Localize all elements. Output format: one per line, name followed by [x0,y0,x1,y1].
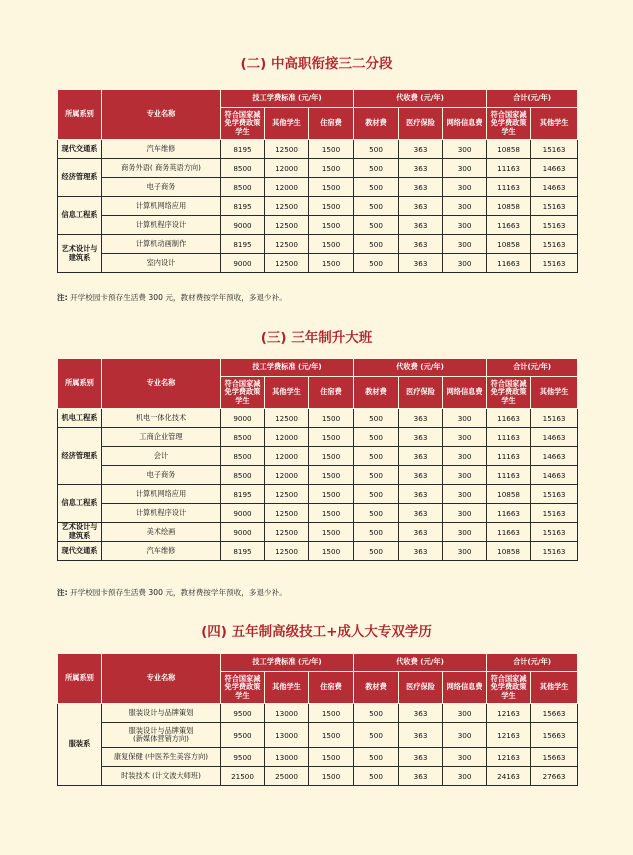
total-exempt-cell: 10858 [487,542,531,561]
header-network: 网络信息费 [443,108,487,140]
textbook-cell: 500 [354,542,399,561]
tuition-other-cell: 13000 [265,748,309,767]
header-total-exempt: 符合国家减免学费政策学生 [487,108,531,140]
table-row [58,447,578,466]
network-cell: 300 [443,767,487,786]
header-agency-group: 代收费 (元/年) [354,654,487,672]
medical-cell: 363 [399,523,443,542]
total-other-cell: 15163 [531,504,578,523]
network-cell: 300 [443,504,487,523]
header-medical: 医疗保险 [399,377,443,409]
lodging-cell: 1500 [309,235,354,254]
medical-cell: 363 [399,159,443,178]
table-row [58,197,578,216]
dept-cell: 现代交通系 [58,542,102,561]
medical-cell: 363 [399,504,443,523]
total-exempt-cell: 11163 [487,178,531,197]
medical-cell: 363 [399,542,443,561]
lodging-cell: 1500 [309,485,354,504]
total-exempt-cell: 11163 [487,466,531,485]
tuition-exempt-cell: 8500 [221,428,265,447]
fee-table-2 [57,89,578,273]
network-cell: 300 [443,428,487,447]
lodging-cell: 1500 [309,216,354,235]
tuition-other-cell: 12000 [265,159,309,178]
tuition-other-cell: 12500 [265,409,309,428]
total-exempt-cell: 12163 [487,704,531,723]
tuition-exempt-cell: 9000 [221,504,265,523]
table-row [58,748,578,767]
textbook-cell: 500 [354,704,399,723]
header-lodging: 住宿费 [309,377,354,409]
tuition-other-cell: 12500 [265,235,309,254]
total-other-cell: 15163 [531,235,578,254]
total-exempt-cell: 24163 [487,767,531,786]
textbook-cell: 500 [354,748,399,767]
header-dept: 所属系别 [58,654,102,704]
major-cell: 计算机动画制作 [102,235,221,254]
total-other-cell: 14663 [531,159,578,178]
tuition-other-cell: 13000 [265,704,309,723]
tuition-other-cell: 12500 [265,504,309,523]
network-cell: 300 [443,748,487,767]
table-row [58,542,578,561]
medical-cell: 363 [399,197,443,216]
major-cell: 计算机程序设计 [102,216,221,235]
total-exempt-cell: 10858 [487,140,531,159]
lodging-cell: 1500 [309,466,354,485]
header-total-group: 合计(元/年) [487,359,578,377]
section-title-4: (四) 五年制高级技工+成人大专双学历 [201,624,432,640]
network-cell: 300 [443,542,487,561]
major-cell: 计算机网络应用 [102,197,221,216]
network-cell: 300 [443,216,487,235]
medical-cell: 363 [399,447,443,466]
dept-cell: 信息工程系 [58,197,102,235]
textbook-cell: 500 [354,235,399,254]
total-other-cell: 27663 [531,767,578,786]
table-row [58,140,578,159]
total-exempt-cell: 11663 [487,216,531,235]
network-cell: 300 [443,159,487,178]
textbook-cell: 500 [354,504,399,523]
section-title-3: (三) 三年制升大班 [260,330,373,346]
network-cell: 300 [443,178,487,197]
medical-cell: 363 [399,767,443,786]
tuition-exempt-cell: 21500 [221,767,265,786]
total-other-cell: 15663 [531,704,578,723]
tuition-other-cell: 13000 [265,723,309,748]
note-text: 开学校园卡预存生活费 300 元，教材费按学年预收，多退少补。 [70,293,287,302]
total-exempt-cell: 10858 [487,235,531,254]
dept-cell: 经济管理系 [58,428,102,485]
lodging-cell: 1500 [309,767,354,786]
tuition-other-cell: 12000 [265,466,309,485]
total-other-cell: 15163 [531,542,578,561]
textbook-cell: 500 [354,254,399,273]
textbook-cell: 500 [354,216,399,235]
lodging-cell: 1500 [309,178,354,197]
network-cell: 300 [443,140,487,159]
header-major: 专业名称 [102,359,221,409]
textbook-cell: 500 [354,197,399,216]
table-row [58,178,578,197]
network-cell: 300 [443,197,487,216]
lodging-cell: 1500 [309,159,354,178]
total-other-cell: 15663 [531,748,578,767]
note-prefix: 注: [57,588,68,597]
major-cell: 服装设计与品牌策划 (新媒体营销方向) [102,723,221,748]
lodging-cell: 1500 [309,723,354,748]
total-other-cell: 15663 [531,723,578,748]
textbook-cell: 500 [354,409,399,428]
table-row [58,723,578,748]
tuition-other-cell: 12500 [265,197,309,216]
table-row [58,216,578,235]
tuition-exempt-cell: 9500 [221,748,265,767]
dept-cell: 服装系 [58,704,102,786]
medical-cell: 363 [399,485,443,504]
lodging-cell: 1500 [309,409,354,428]
dept-cell: 艺术设计与建筑系 [58,523,102,542]
total-other-cell: 15163 [531,216,578,235]
header-network: 网络信息费 [443,377,487,409]
textbook-cell: 500 [354,140,399,159]
network-cell: 300 [443,523,487,542]
major-cell: 会计 [102,447,221,466]
table-row [58,504,578,523]
textbook-cell: 500 [354,485,399,504]
medical-cell: 363 [399,466,443,485]
note-prefix: 注: [57,293,68,302]
major-cell: 汽车维修 [102,140,221,159]
header-lodging: 住宿费 [309,672,354,704]
tuition-other-cell: 12000 [265,447,309,466]
lodging-cell: 1500 [309,504,354,523]
tuition-exempt-cell: 8195 [221,485,265,504]
major-cell: 电子商务 [102,178,221,197]
lodging-cell: 1500 [309,254,354,273]
header-tuition-exempt: 符合国家减免学费政策学生 [221,108,265,140]
header-tuition-other: 其他学生 [265,108,309,140]
major-cell: 服装设计与品牌策划 [102,704,221,723]
tuition-other-cell: 12500 [265,140,309,159]
tuition-other-cell: 25000 [265,767,309,786]
textbook-cell: 500 [354,466,399,485]
network-cell: 300 [443,466,487,485]
tuition-exempt-cell: 8500 [221,159,265,178]
tuition-exempt-cell: 8195 [221,140,265,159]
tuition-exempt-cell: 9000 [221,216,265,235]
tuition-exempt-cell: 8500 [221,466,265,485]
note-1 [57,292,287,303]
fee-table-3 [57,358,578,561]
header-tuition-exempt: 符合国家减免学费政策学生 [221,672,265,704]
dept-cell: 现代交通系 [58,140,102,159]
total-exempt-cell: 11663 [487,504,531,523]
medical-cell: 363 [399,140,443,159]
header-agency-group: 代收费 (元/年) [354,359,487,377]
note-text: 开学校园卡预存生活费 300 元，教材费按学年预收，多退少补。 [70,588,287,597]
lodging-cell: 1500 [309,523,354,542]
header-total-other: 其他学生 [531,108,578,140]
total-other-cell: 14663 [531,428,578,447]
total-other-cell: 14663 [531,178,578,197]
table-row [58,428,578,447]
section-title-2: (二) 中高职衔接三二分段 [240,56,393,72]
total-exempt-cell: 10858 [487,485,531,504]
note-2 [57,587,287,598]
major-cell: 汽车维修 [102,542,221,561]
lodging-cell: 1500 [309,197,354,216]
network-cell: 300 [443,235,487,254]
header-dept: 所属系别 [58,359,102,409]
medical-cell: 363 [399,428,443,447]
header-dept: 所属系别 [58,90,102,140]
header-tuition-exempt: 符合国家减免学费政策学生 [221,377,265,409]
table-row [58,159,578,178]
table-row [58,523,578,542]
major-cell: 工商企业管理 [102,428,221,447]
network-cell: 300 [443,447,487,466]
total-exempt-cell: 11663 [487,409,531,428]
total-exempt-cell: 10858 [487,197,531,216]
tuition-other-cell: 12500 [265,216,309,235]
tuition-exempt-cell: 9000 [221,409,265,428]
medical-cell: 363 [399,704,443,723]
tuition-other-cell: 12500 [265,523,309,542]
header-tuition-other: 其他学生 [265,672,309,704]
medical-cell: 363 [399,235,443,254]
table-row [58,466,578,485]
tuition-exempt-cell: 8195 [221,235,265,254]
textbook-cell: 500 [354,723,399,748]
table-row [58,235,578,254]
major-cell: 商务外语( 商务英语方向) [102,159,221,178]
header-total-exempt: 符合国家减免学费政策学生 [487,672,531,704]
header-major: 专业名称 [102,90,221,140]
medical-cell: 363 [399,178,443,197]
total-other-cell: 14663 [531,447,578,466]
tuition-other-cell: 12500 [265,485,309,504]
table-row [58,409,578,428]
header-total-group: 合计(元/年) [487,654,578,672]
header-total-other: 其他学生 [531,377,578,409]
table-row [58,767,578,786]
total-other-cell: 15163 [531,409,578,428]
table-row [58,485,578,504]
dept-cell: 信息工程系 [58,485,102,523]
medical-cell: 363 [399,748,443,767]
dept-cell: 经济管理系 [58,159,102,197]
header-textbook: 教材费 [354,672,399,704]
lodging-cell: 1500 [309,140,354,159]
lodging-cell: 1500 [309,748,354,767]
network-cell: 300 [443,723,487,748]
header-agency-group: 代收费 (元/年) [354,90,487,108]
table-row [58,254,578,273]
total-exempt-cell: 11663 [487,523,531,542]
total-exempt-cell: 11163 [487,428,531,447]
header-total-group: 合计(元/年) [487,90,578,108]
total-exempt-cell: 11163 [487,159,531,178]
major-cell: 康复保健 (中医养生美容方向) [102,748,221,767]
medical-cell: 363 [399,409,443,428]
medical-cell: 363 [399,216,443,235]
header-total-exempt: 符合国家减免学费政策学生 [487,377,531,409]
header-medical: 医疗保险 [399,108,443,140]
network-cell: 300 [443,409,487,428]
network-cell: 300 [443,254,487,273]
tuition-exempt-cell: 9000 [221,523,265,542]
lodging-cell: 1500 [309,428,354,447]
total-other-cell: 15163 [531,254,578,273]
major-cell: 美术绘画 [102,523,221,542]
header-textbook: 教材费 [354,108,399,140]
tuition-other-cell: 12500 [265,254,309,273]
tuition-other-cell: 12000 [265,428,309,447]
header-major: 专业名称 [102,654,221,704]
major-cell: 时装技术 (计文波大师班) [102,767,221,786]
header-medical: 医疗保险 [399,672,443,704]
dept-cell: 机电工程系 [58,409,102,428]
textbook-cell: 500 [354,447,399,466]
network-cell: 300 [443,704,487,723]
table-row [58,704,578,723]
header-lodging: 住宿费 [309,108,354,140]
tuition-exempt-cell: 8195 [221,542,265,561]
total-other-cell: 15163 [531,197,578,216]
header-network: 网络信息费 [443,672,487,704]
lodging-cell: 1500 [309,704,354,723]
total-other-cell: 15163 [531,485,578,504]
tuition-other-cell: 12500 [265,542,309,561]
header-tuition-other: 其他学生 [265,377,309,409]
header-total-other: 其他学生 [531,672,578,704]
header-tuition-group: 技工学费标准 (元/年) [221,359,354,377]
tuition-exempt-cell: 8500 [221,178,265,197]
medical-cell: 363 [399,723,443,748]
textbook-cell: 500 [354,428,399,447]
tuition-exempt-cell: 8195 [221,197,265,216]
textbook-cell: 500 [354,159,399,178]
total-exempt-cell: 11663 [487,254,531,273]
medical-cell: 363 [399,254,443,273]
textbook-cell: 500 [354,178,399,197]
header-textbook: 教材费 [354,377,399,409]
tuition-exempt-cell: 8500 [221,447,265,466]
tuition-other-cell: 12000 [265,178,309,197]
major-cell: 计算机程序设计 [102,504,221,523]
lodging-cell: 1500 [309,542,354,561]
tuition-exempt-cell: 9500 [221,704,265,723]
header-tuition-group: 技工学费标准 (元/年) [221,90,354,108]
total-other-cell: 15163 [531,523,578,542]
total-exempt-cell: 12163 [487,748,531,767]
major-cell: 电子商务 [102,466,221,485]
lodging-cell: 1500 [309,447,354,466]
total-exempt-cell: 11163 [487,447,531,466]
total-exempt-cell: 12163 [487,723,531,748]
major-cell: 机电一体化技术 [102,409,221,428]
textbook-cell: 500 [354,767,399,786]
network-cell: 300 [443,485,487,504]
header-tuition-group: 技工学费标准 (元/年) [221,654,354,672]
total-other-cell: 15163 [531,140,578,159]
total-other-cell: 14663 [531,466,578,485]
dept-cell: 艺术设计与建筑系 [58,235,102,273]
tuition-exempt-cell: 9000 [221,254,265,273]
major-cell: 室内设计 [102,254,221,273]
fee-table-4 [57,653,578,786]
major-cell: 计算机网络应用 [102,485,221,504]
textbook-cell: 500 [354,523,399,542]
tuition-exempt-cell: 9500 [221,723,265,748]
